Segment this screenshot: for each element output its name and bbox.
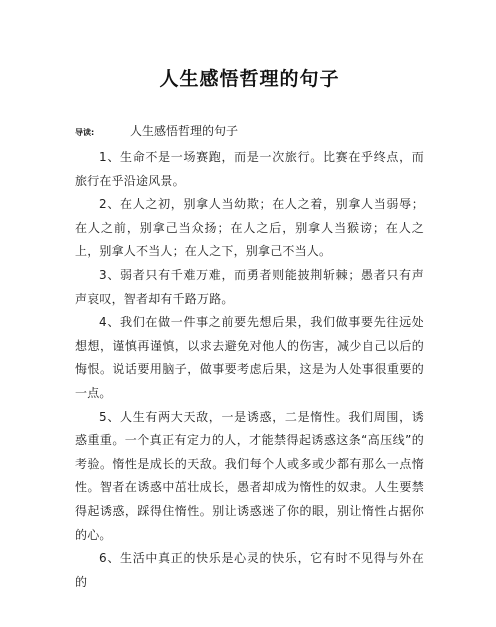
lead-section: [75, 122, 424, 140]
lead-text: 人生感悟哲理的句子: [130, 124, 239, 138]
document-page: [0, 66, 496, 627]
paragraph-2: 2、在人之初，别拿人当幼欺；在人之着，别拿人当弱辱；在人之前，别拿己当众扬；在人之后，别拿人当猴谤；在人之上，别拿人不当人；在人之下，别拿己不当人。: [75, 197, 424, 259]
paragraph-1: 1、生命不是一场赛跑，而是一次旅行。比赛在乎终点，而旅行在乎沿途风景。: [75, 150, 424, 188]
paragraph-5: 5、人生有两大天敌，一是诱惑，二是惰性。我们周围，诱惑重重。一个真正有定力的人，才能禁得起诱惑这条“高压线”的考验。惰性是成长的天敌。我们每个人或多或少都有那么一点惰性。智者在诱惑中茁壮成长，愚者却成为惰性的奴隶。人生要禁得起诱惑，踩得住惰性。别让诱惑迷了你的眼，别让惰性占据你的心。: [75, 409, 424, 542]
lead-tag: 导读:: [75, 128, 95, 137]
paragraph-4: 4、我们在做一件事之前要先想后果，我们做事要先往远处想想，谨慎再谨慎，以求去避免对他人的伤害，减少自己以后的悔恨。说话要用脑子，做事要考虑后果，这是为人处事很重要的一点。: [75, 315, 424, 400]
document-title: 人生感悟哲理的句子: [159, 68, 340, 90]
document-body: [75, 146, 424, 594]
paragraph-3: 3、弱者只有千难万难，而勇者则能披荆斩棘；愚者只有声声哀叹，智者却有千路万路。: [75, 267, 424, 306]
paragraph-6: 6、生活中真正的快乐是心灵的快乐，它有时不见得与外在的: [75, 551, 424, 589]
